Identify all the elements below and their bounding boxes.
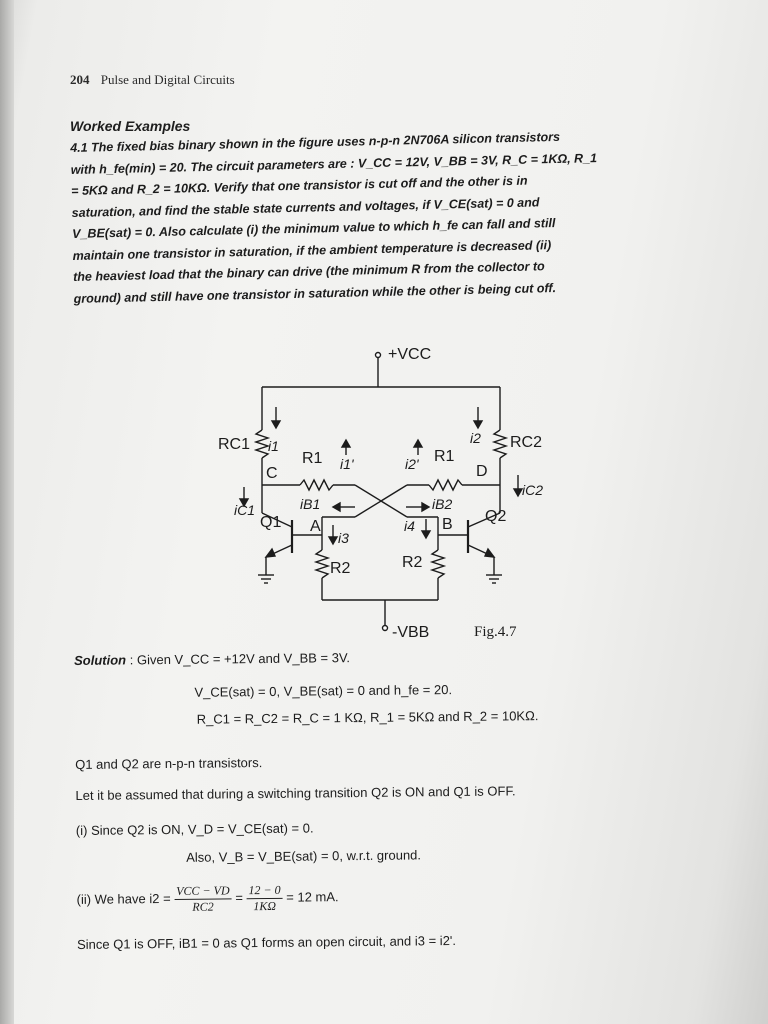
fraction-numerator: 12 − 0 — [246, 883, 282, 899]
node-b-label: B — [442, 516, 453, 533]
solution-line: (i) Since Q2 is ON, V_D = V_CE(sat) = 0. — [75, 820, 314, 838]
problem-line: with h_fe(min) = 20. The circuit parameters are : V_CC = 12V, V_BB = 3V, R_C = 1KΩ, R_1 — [70, 150, 598, 177]
i3-label: i3 — [338, 530, 349, 546]
fraction — [246, 883, 282, 914]
r2-right-resistor — [432, 550, 444, 578]
problem-line: ground) and still have one transistor in saturation while the other is being cut off. — [73, 280, 557, 306]
node-c-label: C — [266, 465, 278, 482]
solution-line: Q1 and Q2 are n-p-n transistors. — [75, 755, 263, 772]
q1-label: Q1 — [260, 514, 282, 531]
rc1-label: RC1 — [218, 436, 251, 453]
i1-label: i1 — [268, 438, 279, 454]
problem-line: the heaviest load that the binary can drive (the minimum R from the collector to — [72, 259, 545, 284]
r1-right-label: R1 — [434, 448, 455, 465]
fraction-denominator: 1KΩ — [253, 898, 277, 914]
solution-line: Let it be assumed that during a switching transition Q2 is ON and Q1 is OFF. — [75, 783, 516, 803]
node-d-label: D — [476, 463, 488, 480]
vcc-terminal — [376, 353, 381, 358]
equation-result: = 12 mA. — [286, 889, 339, 905]
problem-line: saturation, and find the stable state currents and voltages, if V_CE(sat) = 0 and — [71, 194, 540, 220]
r2-right-label: R2 — [402, 554, 423, 571]
i1-prime-label: i1' — [340, 456, 354, 472]
fraction — [174, 883, 232, 915]
solution-line: Since Q1 is OFF, iB1 = 0 as Q1 forms an open circuit, and i3 = i2'. — [76, 933, 457, 952]
problem-line: 4.1 The fixed bias binary shown in the figure uses n-p-n 2N706A silicon transistors — [70, 129, 561, 155]
solution-equation: (ii) We have i2 = $\frac{\text{VCC − VD}}{RC2}$ = $\frac{12 - 0}{1K\Omega}$ = 12 mA. — [76, 882, 339, 914]
page-number: 204 — [70, 72, 90, 87]
book-title: Pulse and Digital Circuits — [100, 72, 235, 87]
problem-line: maintain one transistor in saturation, if the ambient temperature is decreased (ii) — [72, 237, 552, 263]
book-spine-shadow — [0, 0, 14, 1024]
r1-left-resistor — [300, 480, 333, 490]
problem-line: V_BE(sat) = 0. Also calculate (i) the minimum value to which h_fe can fall and still — [72, 216, 556, 241]
r2-left-label: R2 — [330, 560, 351, 577]
vbb-label: -VBB — [392, 624, 430, 641]
rc2-resistor — [494, 430, 506, 458]
ib2-label: iB2 — [432, 496, 453, 512]
ic2-label: iC2 — [522, 482, 544, 498]
vbb-terminal — [383, 626, 388, 631]
ic1-label: iC1 — [234, 502, 256, 518]
ib1-label: iB1 — [300, 496, 321, 512]
q2-label: Q2 — [485, 508, 507, 525]
vcc-label: +VCC — [388, 346, 432, 363]
running-header — [70, 72, 235, 88]
solution-line: R_C1 = R_C2 = R_C = 1 KΩ, R_1 = 5KΩ and R_2 = 10KΩ. — [196, 708, 539, 727]
solution-block — [74, 646, 734, 952]
section-title: Worked Examples — [70, 118, 191, 134]
r1-left-label: R1 — [302, 450, 323, 467]
problem-statement — [70, 123, 722, 310]
problem-line: = 5KΩ and R_2 = 10KΩ. Verify that one transistor is cut off and the other is in — [71, 173, 528, 198]
solution-line: V_CE(sat) = 0, V_BE(sat) = 0 and h_fe = 20. — [194, 682, 453, 700]
solution-label: Solution — [74, 652, 127, 668]
i2-label: i2 — [470, 430, 481, 446]
r2-left-resistor — [316, 550, 328, 578]
binary-circuit-diagram — [200, 335, 620, 645]
rc1-resistor — [256, 430, 268, 458]
rc2-label: RC2 — [510, 434, 543, 451]
r1-right-resistor — [429, 480, 462, 490]
fraction-numerator: VCC − VD — [174, 883, 232, 900]
fraction-denominator: RC2 — [192, 899, 214, 914]
solution-line: Also, V_B = V_BE(sat) = 0, w.r.t. ground. — [186, 847, 422, 865]
i4-label: i4 — [404, 518, 415, 534]
equation-prefix: (ii) We have i2 = — [76, 890, 171, 907]
figure-caption: Fig.4.7 — [474, 624, 517, 640]
node-a-label: A — [310, 518, 321, 535]
i2-prime-label: i2' — [405, 456, 419, 472]
solution-line: : Given V_CC = +12V and V_BB = 3V. — [129, 650, 351, 668]
